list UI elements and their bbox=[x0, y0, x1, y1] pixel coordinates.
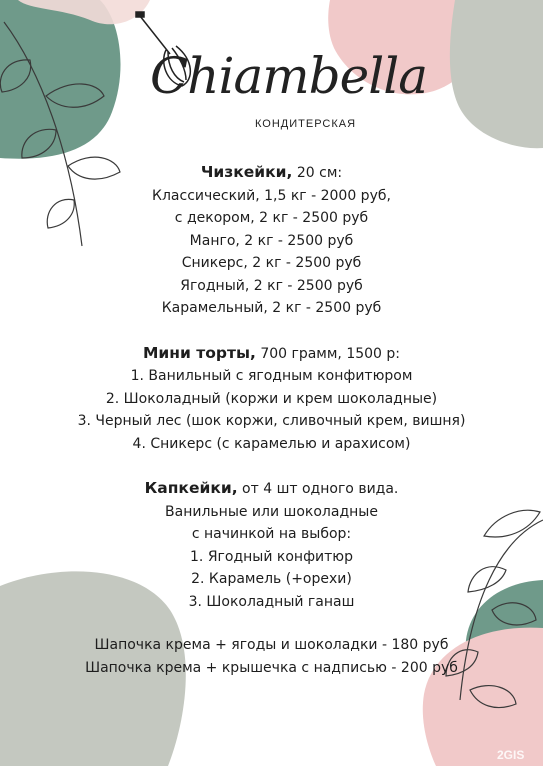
list-item: 3. Черный лес (шок коржи, сливочный крем, вишня) bbox=[77, 413, 466, 429]
list-item: 3. Шоколадный ганаш bbox=[188, 593, 355, 610]
watermark: 2GIS bbox=[497, 748, 525, 762]
mini-cakes-title: Мини торты, bbox=[142, 343, 256, 362]
cupcakes-heading bbox=[0, 477, 543, 501]
extras-item: Шапочка крема + крышечка с надписью - 200 руб bbox=[85, 659, 458, 676]
menu bbox=[0, 161, 543, 613]
list-item: Сникерс, 2 кг - 2500 руб bbox=[181, 255, 362, 271]
mini-cakes-note: 700 грамм, 1500 р: bbox=[260, 345, 401, 362]
grey-blob-right bbox=[450, 0, 543, 148]
list-item: 1. Ванильный с ягодным конфитюром bbox=[130, 368, 413, 384]
list-item: 2. Карамель (+орехи) bbox=[191, 571, 352, 587]
list-item: 4. Сникерс (с карамелью и арахисом) bbox=[132, 435, 411, 452]
cheesecakes-heading bbox=[0, 161, 543, 185]
brand-logo-script: Chiambella bbox=[150, 47, 428, 105]
list-item: Классический, 1,5 кг - 2000 руб, bbox=[152, 187, 391, 204]
teal-blob-top-left bbox=[0, 0, 121, 159]
list-item: Манго, 2 кг - 2500 руб bbox=[189, 232, 354, 249]
cupcakes-title: Капкейки, bbox=[144, 479, 238, 497]
extras bbox=[0, 634, 543, 679]
brand-subtitle: КОНДИТЕРСКАЯ bbox=[255, 118, 357, 130]
cheesecakes-note: 20 см: bbox=[296, 165, 343, 181]
list-item: с декором, 2 кг - 2500 руб bbox=[174, 210, 369, 226]
mini-cakes-heading bbox=[0, 342, 543, 366]
list-item: Ягодный, 2 кг - 2500 руб bbox=[180, 277, 363, 294]
cupcakes-note: от 4 шт одного вида. bbox=[242, 481, 399, 497]
cheesecakes-title: Чизкейки, bbox=[200, 163, 293, 181]
list-item: Ванильные или шоколадные bbox=[165, 503, 378, 520]
list-item: с начинкой на выбор: bbox=[191, 526, 352, 542]
list-item: 1. Ягодный конфитюр bbox=[190, 548, 353, 565]
list-item: Карамельный, 2 кг - 2500 руб bbox=[161, 300, 382, 316]
extras-item: Шапочка крема + ягоды и шоколадки - 180 руб bbox=[94, 637, 449, 653]
list-item: 2. Шоколадный (коржи и крем шоколадные) bbox=[105, 390, 438, 407]
